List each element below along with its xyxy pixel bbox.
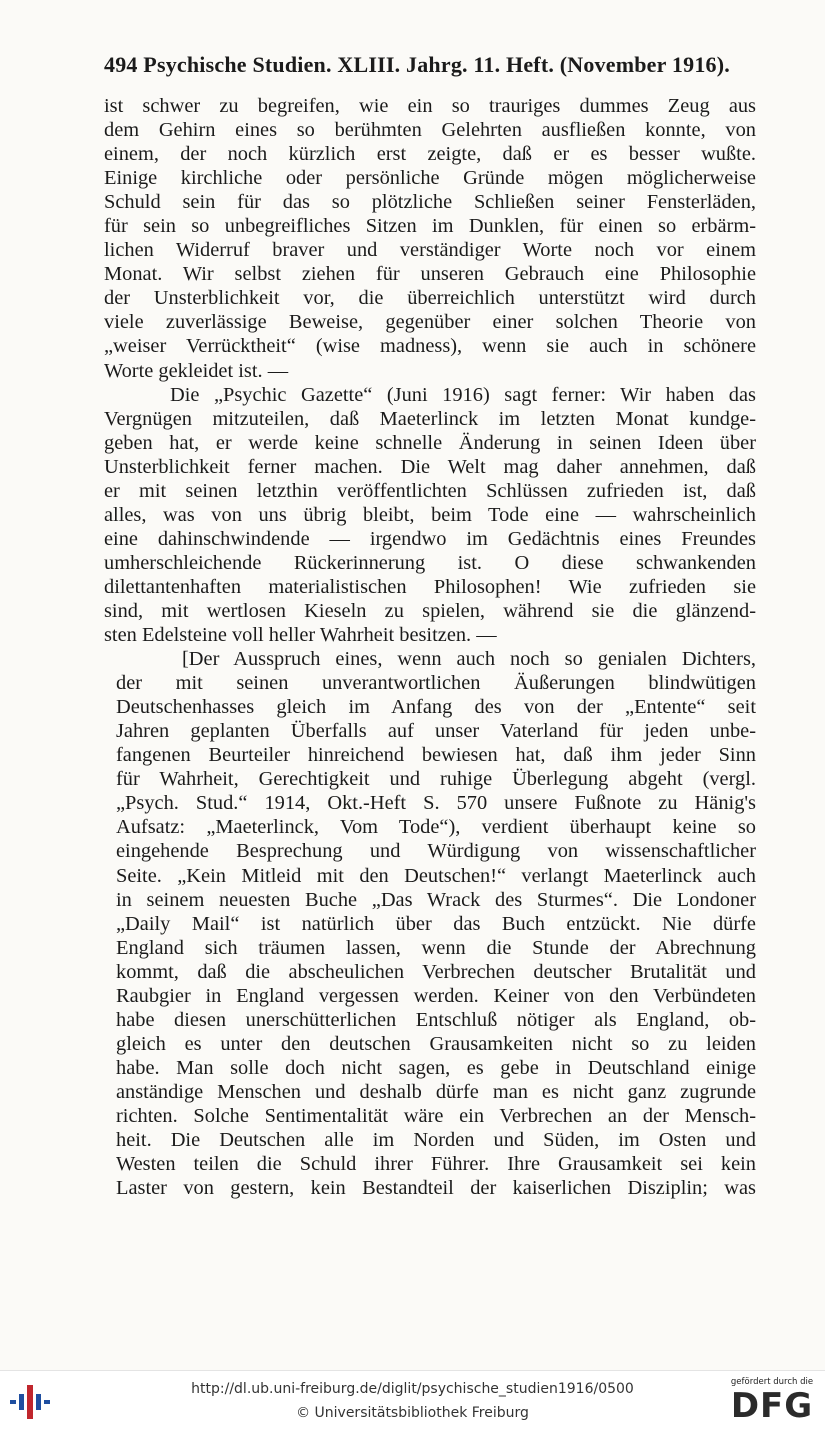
text-line: fangenen Beurteiler hinreichend bewiesen hat, daß ihm jeder Sinn [116,744,756,767]
text-line: gleich es unter den deutschen Grausamkeiten nicht so zu leiden [116,1032,756,1055]
text-line: viele zuverlässige Beweise, gegenüber einer solchen Theorie von [104,311,756,334]
text-line: Vergnügen mitzuteilen, daß Maeterlinck im letzten Monat kundge- [104,407,756,430]
dfg-logo: DFG [730,1386,814,1426]
body-text [104,94,756,1200]
text-line: kommt, daß die abscheulichen Verbrechen deutscher Brutalität und [116,960,756,983]
text-line: heit. Die Deutschen alle im Norden und Süden, im Osten und [116,1129,756,1152]
text-line: England sich träumen lassen, wenn die Stunde der Abrechnung [116,936,756,959]
text-line: dilettantenhaften materialistischen Philosophen! Wie zufrieden sie [104,575,756,598]
text-line: [Der Ausspruch eines, wenn auch noch so genialen Dichters, [182,648,756,671]
text-line: er mit seinen letzthin veröffentlichten Schlüssen zufrieden ist, daß [104,479,756,502]
copyright-notice: © Universitätsbibliothek Freiburg [296,1405,529,1421]
running-head: 494 Psychische Studien. XLIII. Jahrg. 11. Heft. (November 1916). [104,52,730,77]
text-line: für Wahrheit, Gerechtigkeit und ruhige Überlegung abgeht (vergl. [116,768,756,791]
text-line: alles, was von uns übrig bleibt, beim Tode eine — wahrscheinlich [104,503,756,526]
text-line: richten. Solche Sentimentalität wäre ein Verbrechen an der Mensch- [116,1104,756,1127]
text-line: lichen Widerruf braver und verständiger Worte noch vor einem [104,239,756,262]
text-line: Monat. Wir selbst ziehen für unseren Gebrauch eine Philosophie [104,263,756,286]
text-line: Deutschenhasses gleich im Anfang des von der „Entente“ seit [116,696,756,719]
dfg-caption: gefördert durch die [730,1377,814,1387]
text-line: für sein so unbegreifliches Sitzen im Dunklen, für einen so erbärm- [104,215,756,238]
text-line: Einige kirchliche oder persönliche Gründe mögen möglicherweise [104,167,756,190]
text-line: sind, mit wertlosen Kieseln zu spielen, während sie die glänzend- [104,599,756,622]
text-line: habe diesen unerschütterlichen Entschluß nötiger als England, ob- [116,1008,756,1031]
text-line: eine dahinschwindende — irgendwo im Gedächtnis eines Freundes [104,527,756,550]
text-line: ist schwer zu begreifen, wie ein so trauriges dummes Zeug aus [104,95,756,117]
text-line: Jahren geplanten Überfalls auf unser Vaterland für jeden unbe- [116,720,756,743]
text-line: dem Gehirn eines so berühmten Gelehrten ausfließen konnte, von [104,119,756,142]
text-line: einem, der noch kürzlich erst zeigte, daß er es besser wußte. [104,143,756,166]
text-line: der mit seinen unverantwortlichen Äußerungen blindwütigen [116,672,756,695]
text-line: „Daily Mail“ ist natürlich über das Buch entzückt. Nie dürfe [116,912,756,935]
text-line: Westen teilen die Schuld ihrer Führer. Ihre Grausamkeit sei kein [116,1153,756,1176]
text-line: sten Edelsteine voll heller Wahrheit besitzen. — [104,624,497,647]
text-line: anständige Menschen und deshalb dürfe man es nicht ganz zugrunde [116,1080,756,1103]
viewer-footer [0,1370,825,1431]
permalink-url[interactable]: http://dl.ub.uni-freiburg.de/diglit/psychische_studien1916/0500 [191,1381,634,1397]
text-line: „weiser Verrücktheit“ (wise madness), wenn sie auch in schönere [104,335,756,358]
text-line: eingehende Besprechung und Würdigung von wissenschaftlicher [116,840,756,863]
text-line: „Psych. Stud.“ 1914, Okt.-Heft S. 570 unsere Fußnote zu Hänig's [116,792,756,815]
text-line: der Unsterblichkeit vor, die überreichlich unterstützt wird durch [104,287,756,310]
text-line: Aufsatz: „Maeterlinck, Vom Tode“), verdient überhaupt keine so [116,816,756,839]
text-line: Laster von gestern, kein Bestandteil der kaiserlichen Disziplin; was [116,1177,756,1200]
text-line: Die „Psychic Gazette“ (Juni 1916) sagt ferner: Wir haben das [170,383,756,406]
text-line: Schuld sein für das so plötzliche Schließen seiner Fensterläden, [104,191,756,214]
text-line: Raubgier in England vergessen werden. Keiner von den Verbündeten [116,984,756,1007]
text-line: Unsterblichkeit ferner machen. Die Welt mag daher annehmen, daß [104,455,756,478]
text-line: geben hat, er werde keine schnelle Änderung in seinen Ideen über [104,431,756,454]
text-line: Seite. „Kein Mitleid mit den Deutschen!“ verlangt Maeterlinck auch [116,864,756,887]
text-line: in seinem neuesten Buche „Das Wrack des Sturmes“. Die Londoner [116,888,756,911]
text-line: Worte gekleidet ist. — [104,359,289,382]
text-line: umherschleichende Rückerinnerung ist. O diese schwankenden [104,551,756,574]
text-line: habe. Man solle doch nicht sagen, es gebe in Deutschland einige [116,1056,756,1079]
